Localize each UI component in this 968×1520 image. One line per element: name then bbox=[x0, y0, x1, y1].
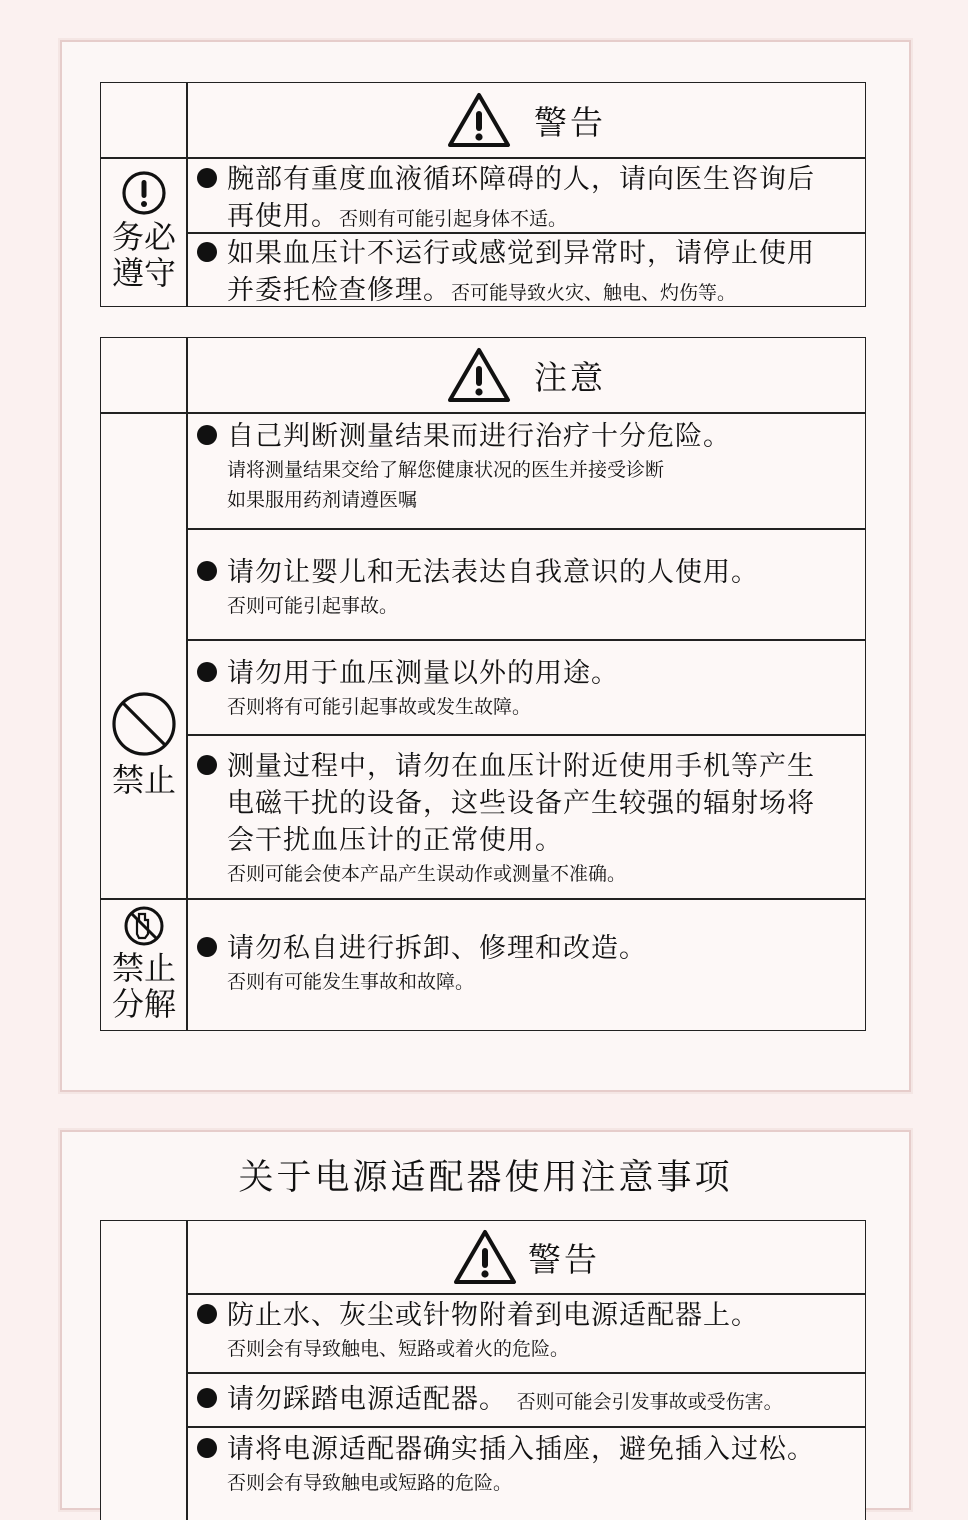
adapter-warning-table bbox=[100, 1220, 866, 1520]
warning-triangle-icon bbox=[446, 91, 512, 149]
no-disassembly-icon bbox=[122, 904, 166, 948]
bullet-dot bbox=[197, 1438, 217, 1458]
bullet-dot bbox=[197, 755, 217, 775]
prohibited-icon bbox=[110, 690, 178, 758]
bullet-dot bbox=[197, 168, 217, 188]
caution-item-3: 请勿用于血压测量以外的用途。 否则将有可能引起事故或发生故障。 bbox=[197, 655, 619, 722]
warning-table bbox=[100, 82, 866, 307]
caution-item-5: 请勿私自进行拆卸、修理和改造。 否则有可能发生事故和故障。 bbox=[197, 930, 647, 997]
must-observe-label-1: 务必 bbox=[111, 218, 176, 256]
bullet-dot bbox=[197, 242, 217, 262]
bullet-dot bbox=[197, 662, 217, 682]
prohibited-label: 禁止 bbox=[101, 690, 187, 798]
caution-item-4: 测量过程中，请勿在血压计附近使用手机等产生 电磁干扰的设备，这些设备产生较强的辐射场将 会干扰血压计的正常使用。 否则可能会使本产品产生误动作或测量不准确。 bbox=[197, 748, 815, 889]
warning-header-text: 警告 bbox=[534, 102, 606, 142]
adapter-item-1: 防止水、灰尘或针物附着到电源适配器上。 否则会有导致触电、短路或着火的危险。 bbox=[197, 1297, 759, 1364]
caution-table bbox=[100, 337, 866, 1031]
warning-item-2: 如果血压计不运行或感觉到异常时，请停止使用 并委托检查修理。否可能导致火灾、触电、灼伤等。 bbox=[197, 235, 815, 312]
disassembly-prohibited-label: 禁止 分解 bbox=[101, 904, 187, 1022]
warning-triangle-icon bbox=[452, 1228, 518, 1286]
caution-item-2: 请勿让婴儿和无法表达自我意识的人使用。 否则可能引起事故。 bbox=[197, 554, 759, 621]
bullet-dot bbox=[197, 561, 217, 581]
bullet-dot bbox=[197, 425, 217, 445]
bullet-dot bbox=[197, 1304, 217, 1324]
adapter-warning-header-text: 警告 bbox=[528, 1239, 600, 1279]
warning-item-1: 腕部有重度血液循环障碍的人，请向医生咨询后 再使用。否则有可能引起身体不适。 bbox=[197, 161, 815, 238]
caution-header-text: 注意 bbox=[534, 357, 606, 397]
must-observe-label-2: 遵守 bbox=[111, 254, 176, 292]
caution-header bbox=[187, 338, 865, 412]
caution-item-1: 自己判断测量结果而进行治疗十分危险。 请将测量结果交给了解您健康状况的医生并接受诊断 如果服用药剂请遵医嘱 bbox=[197, 418, 731, 515]
adapter-warning-header bbox=[187, 1221, 865, 1293]
warning-header bbox=[187, 83, 865, 157]
adapter-item-2: 请勿踩踏电源适配器。 否则可能会引发事故或受伤害。 bbox=[197, 1381, 783, 1421]
exclamation-circle-icon bbox=[120, 169, 168, 217]
adapter-item-3: 请将电源适配器确实插入插座，避免插入过松。 否则会有导致触电或短路的危险。 bbox=[197, 1431, 815, 1498]
adapter-section-title: 关于电源适配器使用注意事项 bbox=[238, 1158, 733, 1198]
bullet-dot bbox=[197, 1388, 217, 1408]
bullet-dot bbox=[197, 937, 217, 957]
warning-triangle-icon bbox=[446, 346, 512, 404]
must-observe-label bbox=[101, 169, 187, 291]
